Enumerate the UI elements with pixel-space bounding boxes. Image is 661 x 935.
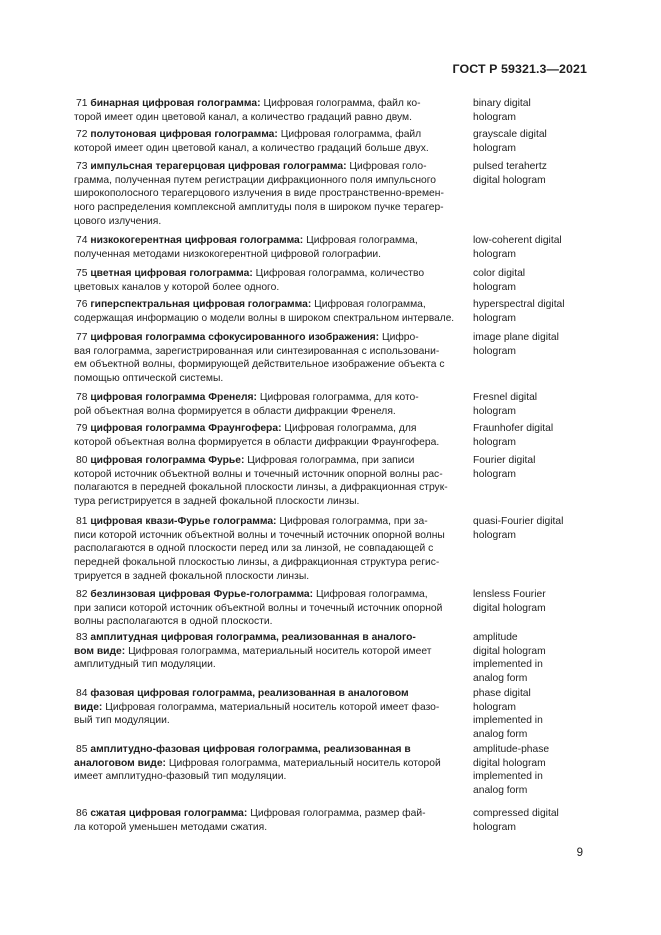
- term-name: сжатая цифровая голограмма:: [90, 808, 248, 819]
- definition-line: ного распределения комплексной амплитуды поля в широком пучке терагер-: [74, 202, 444, 214]
- term-name: гиперспектральная цифровая голограмма:: [90, 299, 312, 310]
- term-name-continued: виде:: [74, 701, 103, 713]
- english-term-line: image plane digital: [473, 332, 559, 343]
- english-equivalent: [473, 743, 587, 798]
- english-equivalent: [473, 588, 587, 615]
- english-equivalent: [473, 160, 587, 187]
- definition-line: рой объектная волна формируется в области дифракции Френеля.: [74, 405, 396, 417]
- term-definition: [74, 687, 454, 728]
- english-equivalent: [473, 331, 587, 358]
- definition-line: цового излучения.: [74, 215, 162, 227]
- term-name: цифровая голограмма сфокусированного изображения:: [90, 332, 380, 343]
- english-equivalent: [473, 267, 587, 294]
- term-number: 71: [76, 98, 88, 109]
- definition-line: полагаются в передней фокальной плоскости линзы, а дифракционная струк-: [74, 482, 448, 494]
- english-term-line: color digital: [473, 268, 526, 279]
- english-equivalent: [473, 97, 587, 124]
- english-term-line: quasi-Fourier digital: [473, 516, 564, 527]
- term-definition: [74, 234, 454, 261]
- english-term-line: implemented in: [473, 771, 543, 783]
- english-term-line: digital hologram: [473, 174, 546, 186]
- english-term-line: amplitude-phase: [473, 744, 550, 755]
- term-number: 84: [76, 688, 88, 699]
- definition-text: Цифровая голограмма, материальный носитель которой имеет фазо-: [105, 701, 440, 713]
- english-term-line: analog form: [473, 673, 528, 685]
- term-definition: [74, 97, 454, 124]
- english-term-line: pulsed terahertz: [473, 161, 547, 172]
- english-term-line: grayscale digital: [473, 129, 547, 140]
- english-term-line: analog form: [473, 729, 528, 741]
- term-number: 83: [76, 632, 88, 643]
- term-number: 74: [76, 235, 88, 246]
- term-number: 79: [76, 423, 88, 434]
- definition-text: Цифровая голограмма, файл ко-: [263, 98, 421, 109]
- english-equivalent: [473, 422, 587, 449]
- definition-text: Цифровая голо-: [349, 161, 427, 172]
- definition-line: торой имеет один цветовой канал, а количество градаций равно двум.: [74, 111, 412, 123]
- term-definition: [74, 391, 454, 418]
- term-name: низкокогерентная цифровая голограмма:: [90, 235, 304, 246]
- term-definition: [74, 454, 454, 509]
- english-equivalent: [473, 128, 587, 155]
- definition-line: ем объектной волны, формирующей действительное изображение объекта с: [74, 359, 445, 371]
- definition-line: волны располагаются в одной плоскости.: [74, 616, 273, 628]
- term-number: 80: [76, 455, 88, 466]
- definition-line: которой объектная волна формируется в области дифракции Фраунгофера.: [74, 436, 440, 448]
- english-term-line: compressed digital: [473, 808, 559, 819]
- english-term-line: hologram: [473, 701, 516, 713]
- english-term-line: digital hologram: [473, 602, 546, 614]
- definition-text: Цифровая голограмма, при записи: [247, 455, 415, 466]
- term-number: 85: [76, 744, 88, 755]
- definition-line: вый тип модуляции.: [74, 715, 170, 727]
- definition-line: грамма, полученная путем регистрации дифракционного поля импульсного: [74, 174, 437, 186]
- english-term-line: hologram: [473, 405, 516, 417]
- english-term-line: phase digital: [473, 688, 531, 699]
- definition-line: ла которой уменьшен методами сжатия.: [74, 821, 268, 833]
- term-number: 77: [76, 332, 88, 343]
- english-term-line: hologram: [473, 111, 516, 123]
- definition-line: цветовых каналов у которой более одного.: [74, 281, 280, 293]
- term-name: цифровая голограмма Френеля:: [90, 392, 257, 403]
- definition-line: содержащая информацию о модели волны в широком спектральном интервале.: [74, 312, 455, 324]
- term-definition: [74, 588, 454, 629]
- term-name: амплитудная цифровая голограмма, реализованная в аналого-: [90, 632, 416, 643]
- definition-line: широкополосного терагерцового излучения в виде пространственно-времен-: [74, 188, 444, 200]
- english-equivalent: [473, 631, 587, 686]
- term-name: цветная цифровая голограмма:: [90, 268, 253, 279]
- english-term-line: binary digital: [473, 98, 531, 109]
- english-term-line: hologram: [473, 821, 516, 833]
- term-definition: [74, 298, 454, 325]
- term-name: полутоновая цифровая голограмма:: [90, 129, 278, 140]
- term-number: 81: [76, 516, 88, 527]
- english-term-line: amplitude: [473, 632, 518, 643]
- term-definition: [74, 267, 454, 294]
- term-name: цифровая квази-Фурье голограмма:: [90, 516, 277, 527]
- definition-text: Цифровая голограмма, для: [284, 423, 417, 434]
- definition-text: Цифровая голограмма, материальный носитель которой: [168, 757, 441, 769]
- english-term-line: hologram: [473, 312, 516, 324]
- english-term-line: analog form: [473, 785, 528, 797]
- definition-line: помощью оптической системы.: [74, 373, 224, 385]
- definition-line: имеет амплитудно-фазовый тип модуляции.: [74, 771, 287, 783]
- definition-text: Цифровая голограмма,: [306, 235, 418, 246]
- english-term-line: digital hologram: [473, 757, 546, 769]
- standard-code-header: ГОСТ Р 59321.3—2021: [452, 62, 587, 76]
- definition-line: располагаются в одной плоскости перед или за линзой, не совпадающей с: [74, 543, 434, 555]
- term-number: 86: [76, 808, 88, 819]
- english-equivalent: [473, 515, 587, 542]
- definition-line: которой источник объектной волны и точечный источник опорной волны рас-: [74, 468, 443, 480]
- page-number: 9: [576, 847, 583, 859]
- term-number: 75: [76, 268, 88, 279]
- term-name: амплитудно-фазовая цифровая голограмма, реализованная в: [90, 744, 411, 755]
- english-term-line: implemented in: [473, 659, 543, 671]
- term-definition: [74, 631, 454, 672]
- english-equivalent: [473, 391, 587, 418]
- term-name-continued: вом виде:: [74, 645, 126, 657]
- term-number: 72: [76, 129, 88, 140]
- definition-text: Цифровая голограмма, количество: [255, 268, 425, 279]
- definition-text: Цифровая голограмма, при за-: [279, 516, 428, 527]
- term-definition: [74, 331, 454, 386]
- english-term-line: Fourier digital: [473, 455, 536, 466]
- english-term-line: low-coherent digital: [473, 235, 562, 246]
- english-equivalent: [473, 234, 587, 261]
- english-term-line: hyperspectral digital: [473, 299, 565, 310]
- english-term-line: implemented in: [473, 715, 543, 727]
- definition-text: Цифровая голограмма, файл: [280, 129, 422, 140]
- definition-line: писи которой источник объектной волны и точечный источник опорной волны: [74, 529, 445, 541]
- english-term-line: Fresnel digital: [473, 392, 538, 403]
- definition-line: вая голограмма, зарегистрированная или синтезированная с использовани-: [74, 345, 440, 357]
- english-term-line: hologram: [473, 529, 516, 541]
- definition-text: Цифровая голограмма,: [314, 299, 426, 310]
- english-term-line: hologram: [473, 248, 516, 260]
- english-equivalent: [473, 687, 587, 742]
- english-term-line: hologram: [473, 345, 516, 357]
- term-name: цифровая голограмма Фурье:: [90, 455, 245, 466]
- english-term-line: digital hologram: [473, 645, 546, 657]
- definition-line: амплитудный тип модуляции.: [74, 659, 216, 671]
- english-term-line: hologram: [473, 468, 516, 480]
- term-number: 78: [76, 392, 88, 403]
- english-term-line: hologram: [473, 436, 516, 448]
- english-equivalent: [473, 807, 587, 834]
- term-name: цифровая голограмма Фраунгофера:: [90, 423, 282, 434]
- term-definition: [74, 128, 454, 155]
- term-definition: [74, 743, 454, 784]
- definition-text: Цифровая голограмма,: [315, 589, 428, 600]
- definition-line: которой имеет один цветовой канал, а количество градаций больше двух.: [74, 142, 429, 154]
- term-number: 76: [76, 299, 88, 310]
- term-definition: [74, 515, 454, 584]
- definition-text: Цифровая голограмма, материальный носитель которой имеет: [128, 645, 432, 657]
- term-number: 73: [76, 161, 88, 172]
- definition-line: трируется в задней фокальной плоскости линзы.: [74, 570, 310, 582]
- definition-text: Цифровая голограмма, для кото-: [259, 392, 419, 403]
- definition-line: при записи которой источник объектной волны и точечный источник опорной: [74, 602, 443, 614]
- english-equivalent: [473, 298, 587, 325]
- english-term-line: hologram: [473, 281, 516, 293]
- term-definition: [74, 422, 454, 449]
- term-name-continued: аналоговом виде:: [74, 757, 166, 769]
- term-name: фазовая цифровая голограмма, реализованная в аналоговом: [90, 688, 409, 699]
- definition-line: полученная методами низкокогерентной цифровой голографии.: [74, 248, 382, 260]
- term-definition: [74, 807, 454, 834]
- definition-line: передней фокальной плоскостью линзы, а дифракционная структура регис-: [74, 557, 440, 569]
- english-term-line: Fraunhofer digital: [473, 423, 554, 434]
- english-term-line: lensless Fourier: [473, 589, 546, 600]
- term-name: бинарная цифровая голограмма:: [90, 98, 261, 109]
- term-name: импульсная терагерцовая цифровая голограмма:: [90, 161, 347, 172]
- english-term-line: hologram: [473, 142, 516, 154]
- definition-text: Цифро-: [381, 332, 419, 343]
- definition-line: тура регистрируется в задней фокальной плоскости линзы.: [74, 496, 360, 508]
- term-definition: [74, 160, 454, 229]
- english-equivalent: [473, 454, 587, 481]
- term-number: 82: [76, 589, 88, 600]
- term-name: безлинзовая цифровая Фурье-голограмма:: [90, 589, 314, 600]
- definition-text: Цифровая голограмма, размер фай-: [250, 808, 426, 819]
